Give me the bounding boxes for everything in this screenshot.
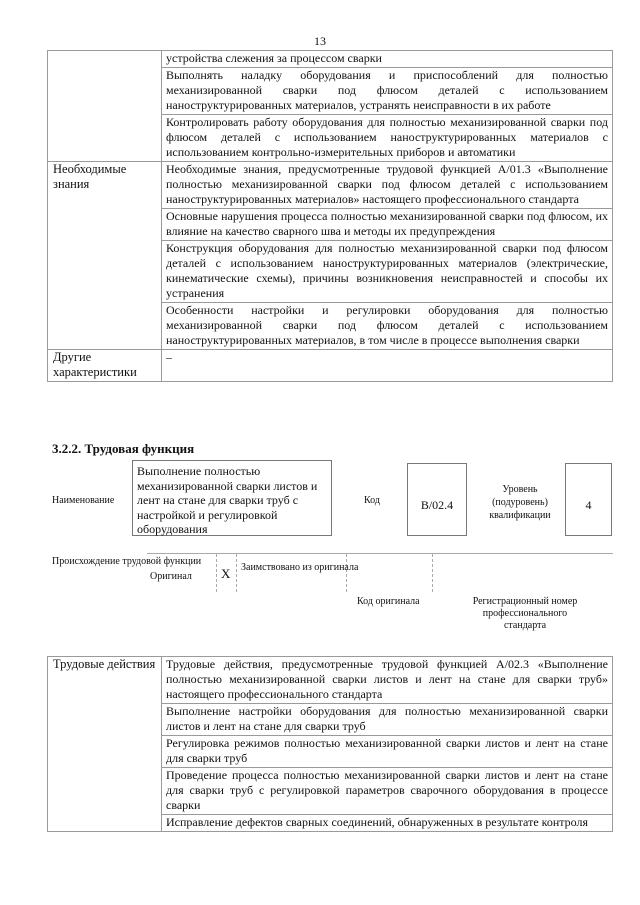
table-cell: Необходимые знания, предусмотренные трудовой функцией А/01.3 «Выполнение полностью механизированной сварки под флюсом деталей с использованием наноструктурированных материалов» настоящего профессионального стандарта [162, 162, 613, 209]
table-cell: устройства слежения за процессом сварки [162, 51, 613, 68]
origin-label: Происхождение трудовой функции [52, 556, 202, 567]
table-cell: Конструкция оборудования для полностью механизированной сварки под флюсом деталей с использованием наноструктурированных материалов (электрические, кинематические схемы), причины возникновения неисправностей и способы их устранения [162, 241, 613, 303]
table-cell: – [162, 350, 613, 382]
requirements-table [47, 50, 613, 382]
row-label-actions: Трудовые действия [48, 657, 162, 832]
origin-cell-code [347, 554, 433, 592]
original-mark: X [221, 566, 231, 581]
row-label-other: Другие характеристики [48, 350, 162, 382]
section-title: 3.2.2. Трудовая функция [52, 441, 195, 456]
borrowed-label: Заимствовано из оригинала [241, 562, 359, 573]
table-cell: Особенности настройки и регулировки оборудования для полностью механизированной сварки под флюсом деталей с использованием наноструктурированных материалов, в том числе в процессе выполнения сварки [162, 303, 613, 350]
reg-number-caption: Регистрационный номер профессионального стандарта [472, 596, 578, 631]
table-cell: Регулировка режимов полностью механизированной сварки листов и лент на стане для сварки труб [162, 736, 613, 768]
origin-cell-reg [433, 554, 613, 592]
code-original-caption: Код оригинала [357, 596, 420, 607]
table-cell: Трудовые действия, предусмотренные трудовой функцией А/02.3 «Выполнение полностью механизированной сварки листов и лент на стане для сварки труб» настоящего профессионального стандарта [162, 657, 613, 704]
row-label [48, 51, 162, 162]
table-row [48, 350, 613, 382]
name-label: Наименование [52, 495, 115, 506]
table-cell: Контролировать работу оборудования для полностью механизированной сварки под флюсом деталей с использованием наноструктурированных материалов с использованием контрольно-измерительных приборов и автоматики [162, 115, 613, 162]
table-row [48, 51, 613, 68]
level-label: Уровень (подуровень) квалификации [489, 484, 551, 521]
table-cell: Исправление дефектов сварных соединений, обнаруженных в результате контроля [162, 815, 613, 832]
function-code-box: B/02.4 [407, 463, 467, 536]
page-number: 13 [314, 34, 326, 48]
qualification-level-box: 4 [565, 463, 612, 536]
original-label: Оригинал [150, 571, 192, 582]
row-label-knowledge: Необходимые знания [48, 162, 162, 350]
origin-row [147, 553, 613, 592]
function-name-box: Выполнение полностью механизированной сварки листов и лент на стане для сварки труб с настройкой и регулировкой оборудования [132, 460, 332, 536]
table-cell: Выполнять наладку оборудования и приспособлений для полностью механизированной сварки под флюсом деталей с использованием наноструктурированных материалов, устранять неисправности в их работе [162, 68, 613, 115]
code-label: Код [364, 495, 380, 506]
table-cell: Основные нарушения процесса полностью механизированной сварки под флюсом, их влияние на качество сварного шва и методы их предупреждения [162, 209, 613, 241]
table-row [48, 657, 613, 704]
table-row [48, 162, 613, 209]
table-cell: Проведение процесса полностью механизированной сварки листов и лент на стане для сварки труб с регулировкой параметров сварочного оборудования в процессе сварки [162, 768, 613, 815]
table-cell: Выполнение настройки оборудования для полностью механизированной сварки листов и лент на стане для сварки труб [162, 704, 613, 736]
work-actions-table [47, 656, 613, 832]
